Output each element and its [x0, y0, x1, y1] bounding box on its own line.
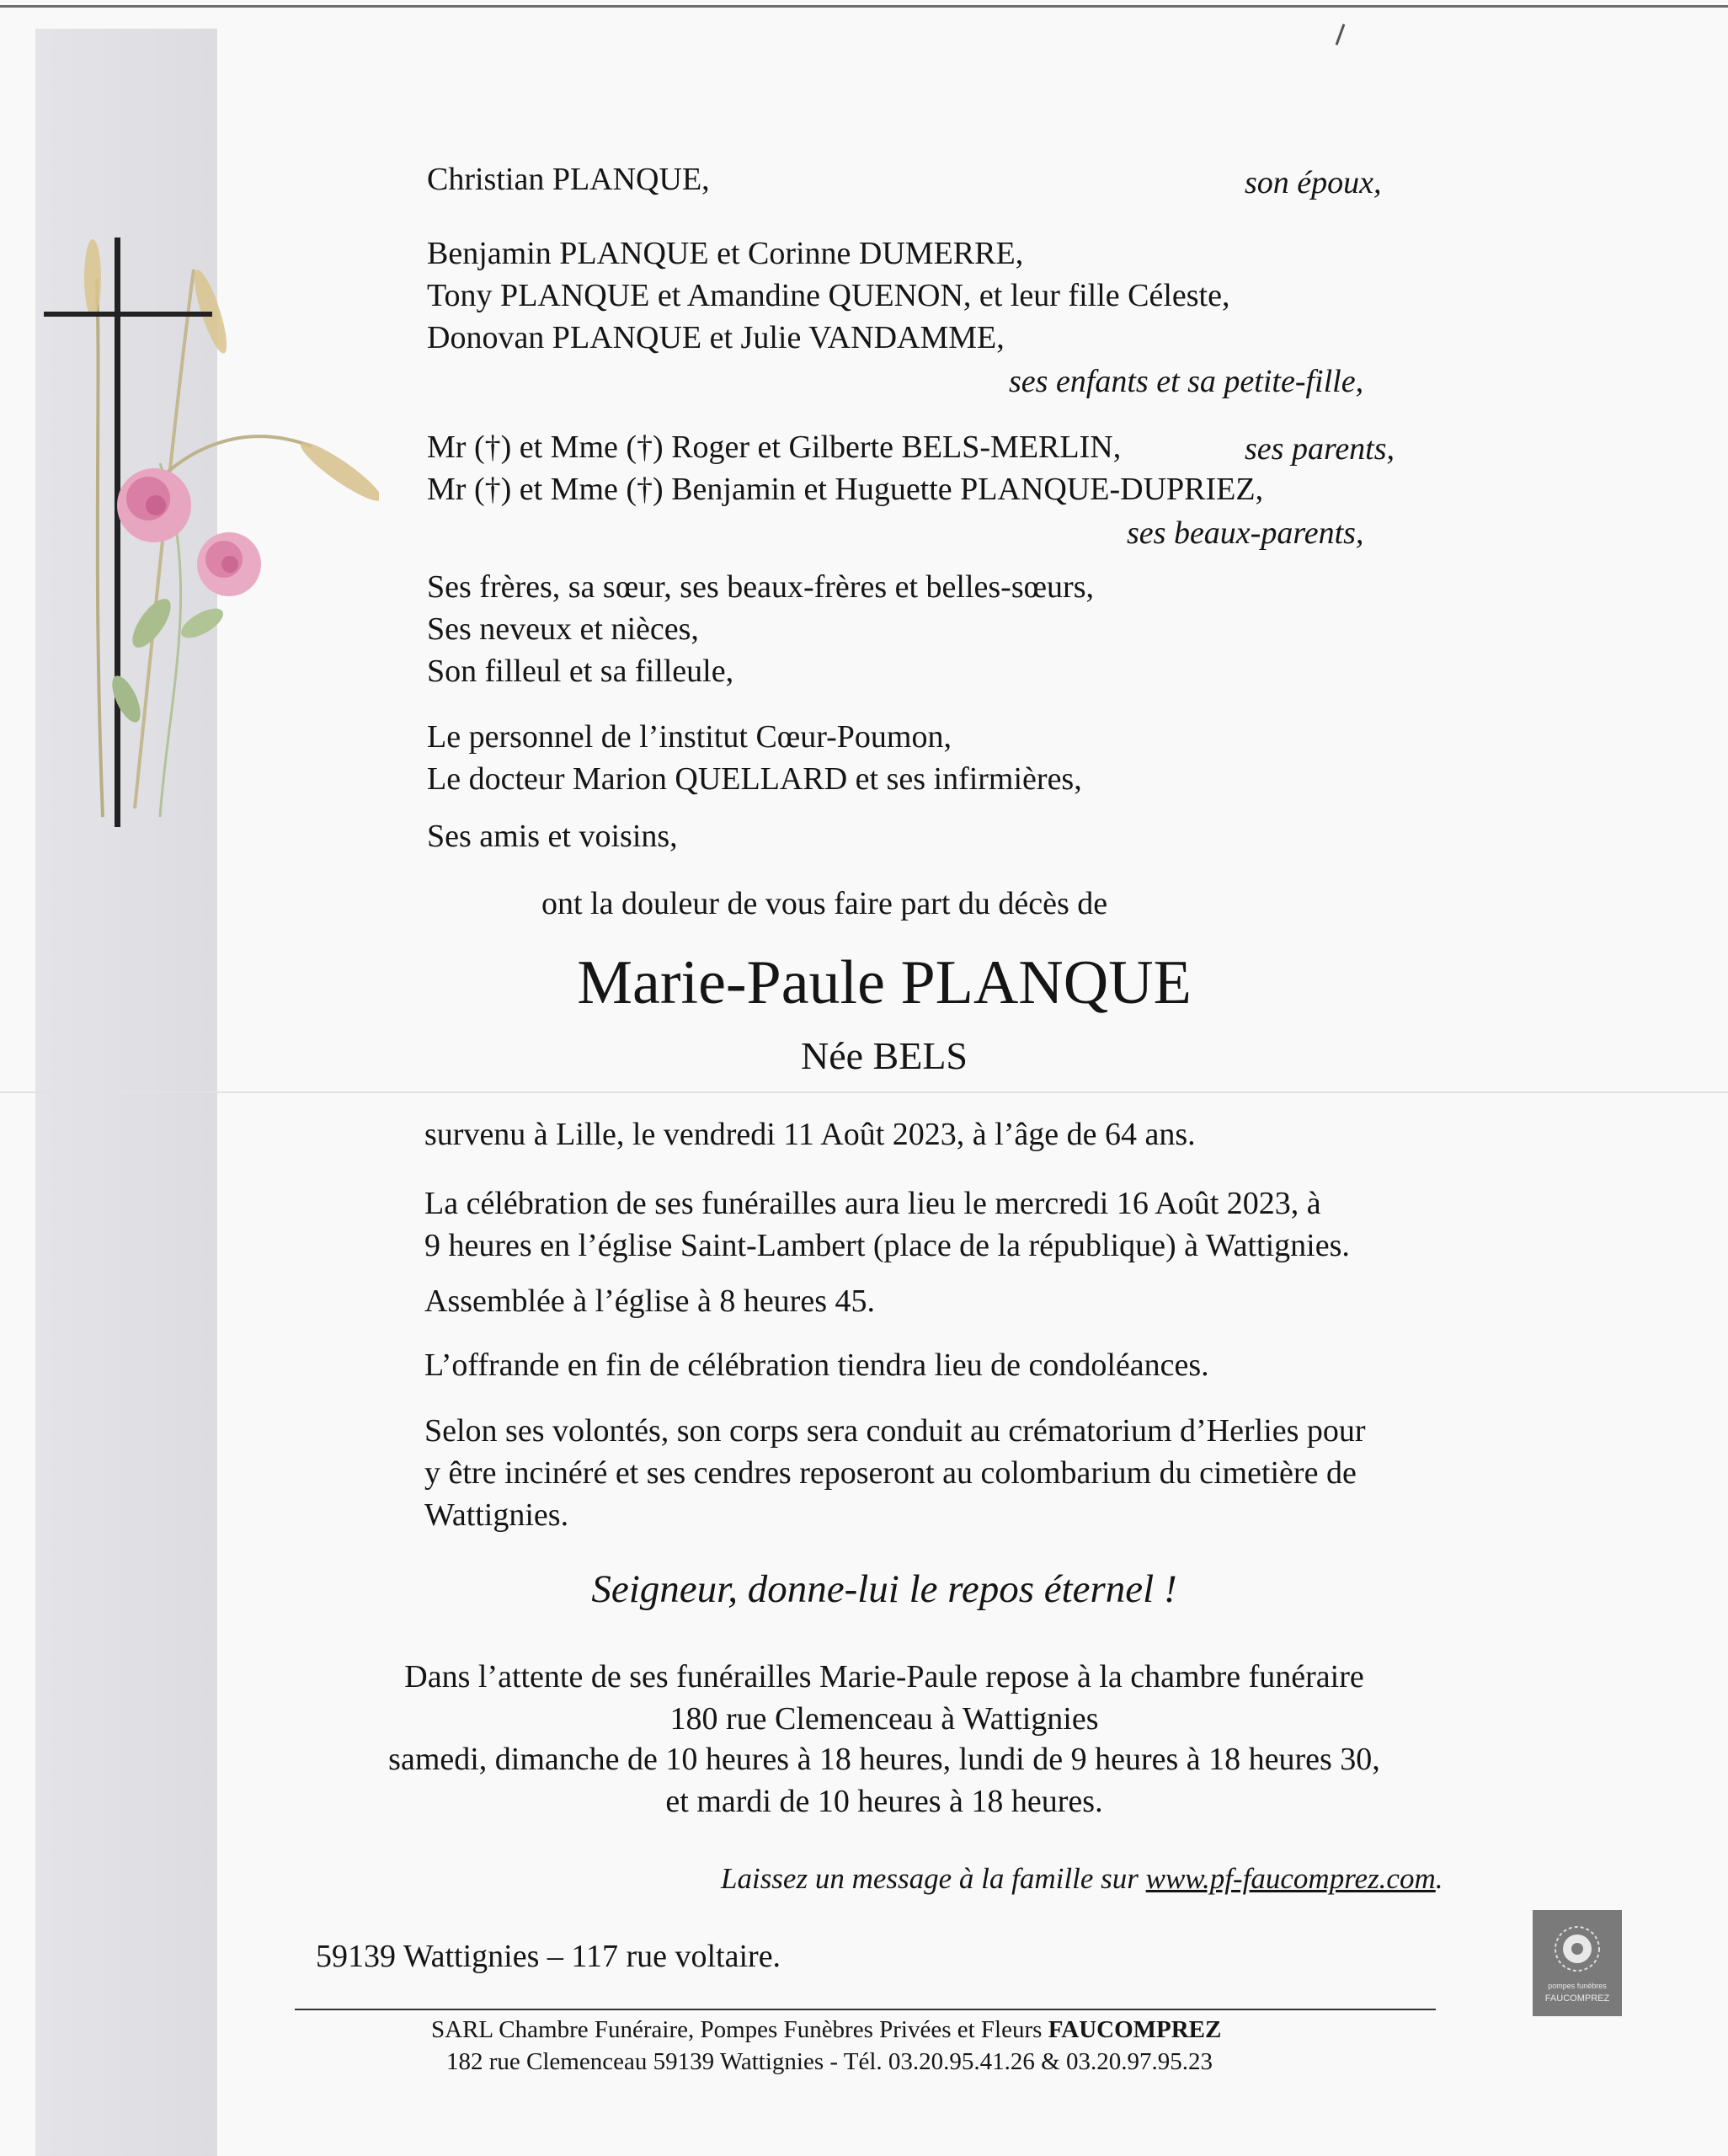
spouse-name: Christian PLANQUE, — [427, 162, 710, 197]
company-logo — [1533, 1910, 1622, 2016]
spouse-relation: son époux, — [1245, 165, 1382, 200]
siblings-line-2: Ses neveux et nièces, — [427, 611, 699, 647]
announcement-intro: ont la douleur de vous faire part du décès de — [541, 886, 1108, 921]
maiden-name: Née BELS — [800, 1034, 968, 1077]
visitation-line-1: Dans l’attente de ses funérailles Marie-Paule repose à la chambre funéraire — [404, 1659, 1364, 1694]
in-laws-line: Mr (†) et Mme (†) Benjamin et Huguette PLANQUE-DUPRIEZ, — [427, 472, 1264, 507]
offering-note: L’offrande en fin de célébration tiendra lieu de condoléances. — [424, 1348, 1209, 1383]
in-laws-relation: ses beaux-parents, — [1127, 515, 1364, 551]
child-line-1: Benjamin PLANQUE et Corinne DUMERRE, — [427, 236, 1024, 271]
prayer: Seigneur, donne-lui le repos éternel ! — [591, 1567, 1177, 1611]
family-address: 59139 Wattignies – 117 rue voltaire. — [316, 1939, 781, 1974]
flower-logo-icon — [1552, 1924, 1603, 1974]
pen-mark — [1336, 24, 1346, 45]
visitation-line-3: samedi, dimanche de 10 heures à 18 heures, lundi de 9 heures à 18 heures 30, — [388, 1742, 1380, 1777]
child-line-2: Tony PLANQUE et Amandine QUENON, et leur fille Céleste, — [427, 278, 1230, 313]
parents-line: Mr (†) et Mme (†) Roger et Gilberte BELS-MERLIN, — [427, 430, 1122, 465]
fold-line — [0, 1091, 1728, 1093]
footer-address: 182 rue Clemenceau 59139 Wattignies - Tél. 03.20.95.41.26 & 03.20.97.95.23 — [446, 2048, 1213, 2075]
child-line-3: Donovan PLANQUE et Julie VANDAMME, — [427, 320, 1005, 355]
wishes-line-3: Wattignies. — [424, 1497, 569, 1533]
footer-company-name: FAUCOMPREZ — [1048, 2016, 1222, 2043]
deceased-name: Marie-Paule PLANQUE — [577, 948, 1192, 1017]
friends-line: Ses amis et voisins, — [427, 819, 678, 854]
website-link[interactable]: www.pf-faucomprez.com — [1145, 1862, 1436, 1895]
children-relation: ses enfants et sa petite-fille, — [1009, 364, 1364, 399]
medical-line-1: Le personnel de l’institut Cœur-Poumon, — [427, 719, 952, 755]
funeral-line-2: 9 heures en l’église Saint-Lambert (place de la république) à Wattignies. — [424, 1228, 1350, 1263]
logo-line-2: FAUCOMPREZ — [1544, 1993, 1610, 2004]
assembly-time: Assemblée à l’église à 8 heures 45. — [424, 1283, 875, 1319]
parents-relation: ses parents, — [1245, 431, 1395, 467]
wishes-line-1: Selon ses volontés, son corps sera conduit au crématorium d’Herlies pour — [424, 1413, 1366, 1449]
footer-company-prefix: SARL Chambre Funéraire, Pompes Funèbres Privées et Fleurs — [431, 2016, 1048, 2043]
footer-company — [431, 2014, 1221, 2046]
page-top-edge — [0, 5, 1728, 8]
siblings-line-3: Son filleul et sa filleule, — [427, 654, 734, 689]
funeral-line-1: La célébration de ses funérailles aura lieu le mercredi 16 Août 2023, à — [424, 1186, 1321, 1221]
cross-flowers-illustration — [34, 227, 379, 834]
siblings-line-1: Ses frères, sa sœur, ses beaux-frères et belles-sœurs, — [427, 569, 1094, 605]
visitation-line-4: et mardi de 10 heures à 18 heures. — [665, 1784, 1103, 1819]
death-details: survenu à Lille, le vendredi 11 Août 2023, à l’âge de 64 ans. — [424, 1117, 1196, 1152]
wishes-line-2: y être incinéré et ses cendres reposeront au colombarium du cimetière de — [424, 1455, 1357, 1491]
footer-rule — [295, 2009, 1436, 2010]
message-line — [721, 1858, 1443, 1900]
message-suffix: . — [1435, 1862, 1443, 1895]
medical-line-2: Le docteur Marion QUELLARD et ses infirmières, — [427, 761, 1082, 797]
visitation-line-2: 180 rue Clemenceau à Wattignies — [669, 1701, 1099, 1737]
logo-line-1: pompes funèbres — [1548, 1982, 1607, 1990]
message-prefix: Laissez un message à la famille sur — [721, 1862, 1146, 1895]
